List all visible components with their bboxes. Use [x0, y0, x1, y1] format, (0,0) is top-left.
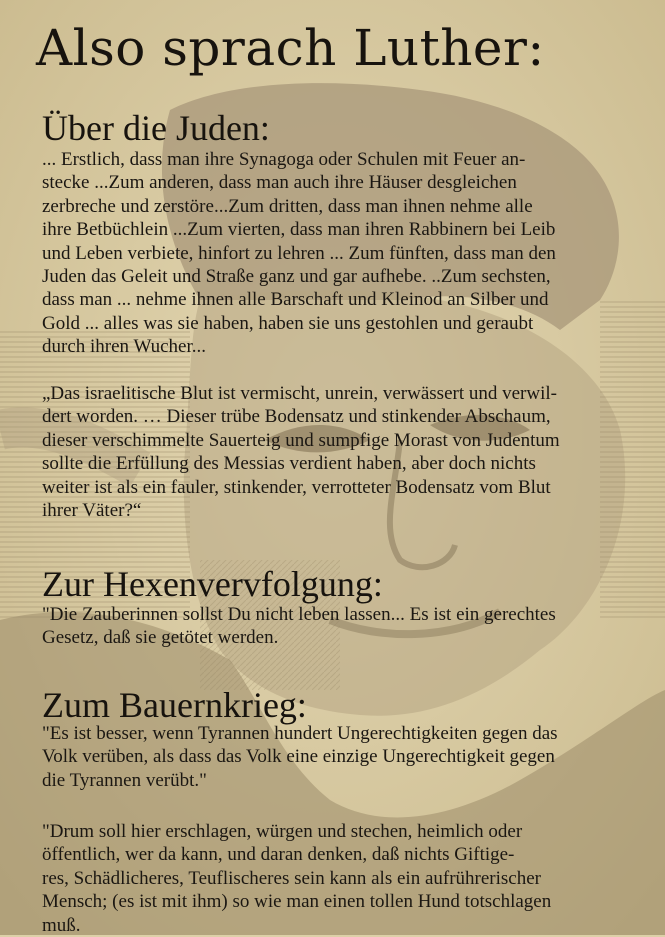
text-line: zerbreche und zerstöre...Zum dritten, dass man ihnen nehme alle — [42, 195, 533, 217]
section-heading-juden: Über die Juden: — [42, 108, 270, 148]
text-line: dass man ... nehme ihnen alle Barschaft und Kleinod an Silber und — [42, 289, 549, 311]
text-line: durch ihren Wucher... — [42, 336, 207, 358]
text-line: "Die Zauberinnen sollst Du nicht leben lassen... Es ist ein gerechtes — [42, 604, 556, 625]
text-line: ... Erstlich, dass man ihre Synagoga oder Schulen mit Feuer an- — [42, 149, 526, 170]
text-line: Gesetz, daß sie getötet werden. — [42, 627, 279, 649]
text-line: und Leben verbiete, hinfort zu lehren ... Zum fünften, dass man den — [42, 242, 556, 264]
text-line: "Drum soll hier erschlagen, würgen und stechen, heimlich oder — [42, 821, 523, 842]
section-heading-hexenverfolgung: Zur Hexenvervfolgung: — [42, 564, 383, 604]
text-line: muß. — [42, 914, 81, 936]
paragraph-bauern-2 — [42, 820, 622, 937]
text-line: stecke ...Zum anderen, dass man auch ihre Häuser desgleichen — [42, 172, 517, 194]
text-line: dieser verschimmelte Sauerteig und sumpfige Morast von Judentum — [42, 429, 560, 451]
paragraph-bauern-1 — [42, 722, 622, 792]
text-line: die Tyrannen verübt." — [42, 769, 207, 791]
text-line: ihre Betbüchlein ...Zum vierten, dass man ihren Rabbinern bei Leib — [42, 219, 556, 241]
text-line: Gold ... alles was sie haben, haben sie uns gestohlen und geraubt — [42, 312, 534, 334]
text-line: „Das israelitische Blut ist vermischt, unrein, verwässert und verwil- — [42, 383, 557, 404]
text-line: Juden das Geleit und Straße ganz und gar aufhebe. ..Zum sechsten, — [42, 266, 551, 288]
text-line: Mensch; (es ist mit ihm) so wie man einen tollen Hund totschlagen — [42, 891, 552, 913]
section-heading-bauernkrieg: Zum Bauernkrieg: — [42, 685, 307, 725]
text-line: ihrer Väter?“ — [42, 500, 142, 522]
text-line: öffentlich, wer da kann, und daran denken, daß nichts Giftige- — [42, 844, 515, 866]
paragraph-hexen — [42, 603, 622, 650]
text-line: "Es ist besser, wenn Tyrannen hundert Ungerechtigkeiten gegen das — [42, 723, 558, 744]
text-line: sollte die Erfüllung des Messias verdient haben, aber doch nichts — [42, 453, 536, 475]
text-line: dert worden. … Dieser trübe Bodensatz und stinkender Abschaum, — [42, 406, 551, 428]
page-title: Also sprach Luther: — [36, 19, 545, 77]
text-line: res, Schädlicheres, Teuflischeres sein kann als ein aufrührerischer — [42, 867, 541, 889]
paragraph-juden-1 — [42, 148, 622, 359]
paragraph-juden-2 — [42, 382, 622, 522]
text-line: Volk verüben, als dass das Volk eine einzige Ungerechtigkeit gegen — [42, 746, 555, 768]
text-line: weiter ist als ein fauler, stinkender, verrotteter Bodensatz vom Blut — [42, 476, 551, 498]
